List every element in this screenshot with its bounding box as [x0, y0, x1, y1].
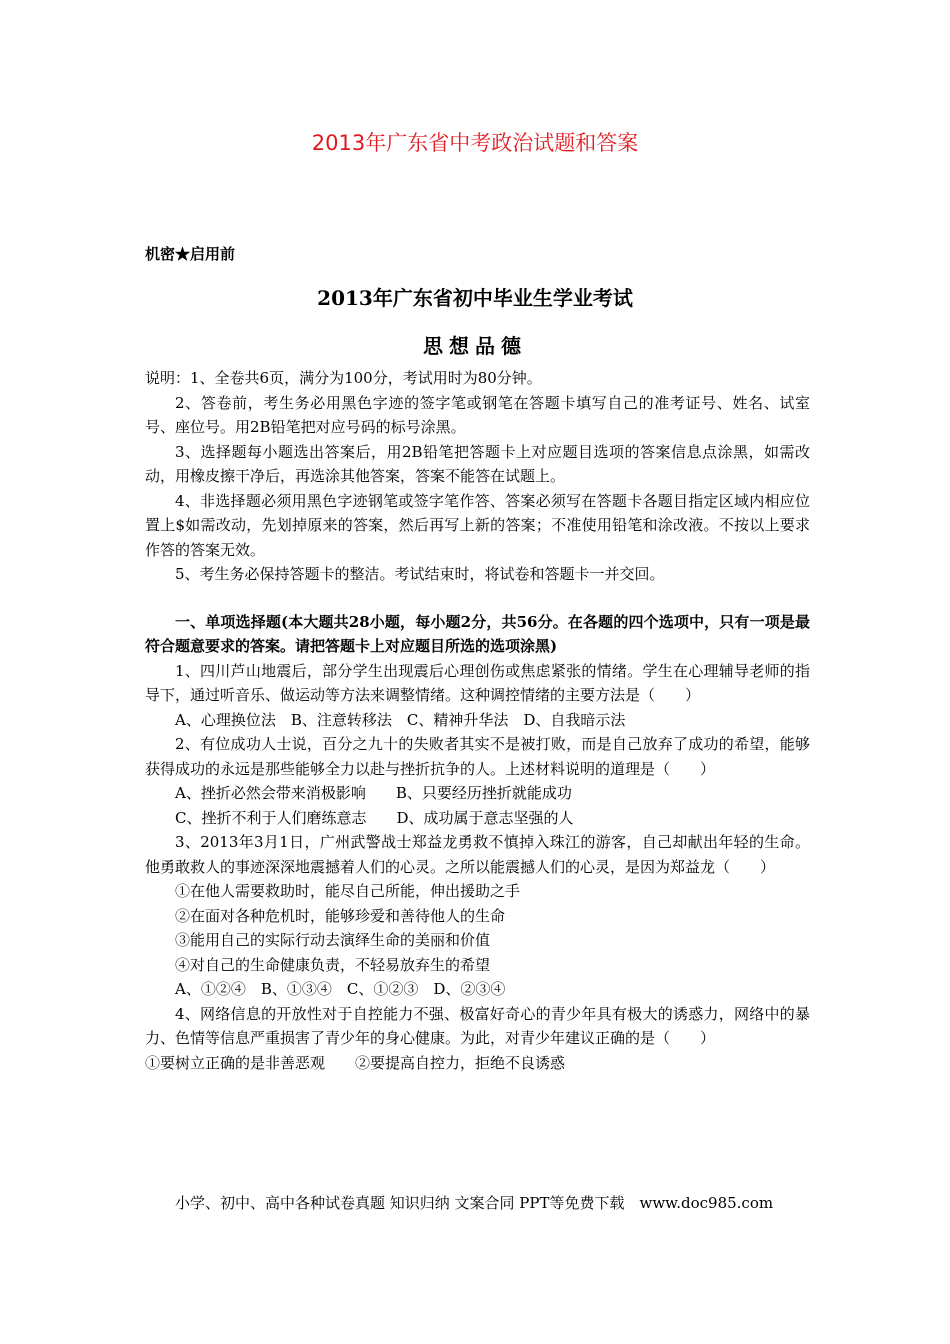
instruction-3: 3、选择题每小题选出答案后，用2B铅笔把答题卡上对应题目选项的答案信息点涂黑，如需改动，用橡皮擦干净后，再选涂其他答案，答案不能答在试题上。	[145, 442, 810, 485]
question-1-stem: 1、四川芦山地震后，部分学生出现震后心理创伤或焦虑紧张的情绪。学生在心理辅导老师的指导下，通过听音乐、做运动等方法来调整情绪。这种调控情绪的主要方法是（ ）	[145, 661, 810, 704]
footer-text: 小学、初中、高中各种试卷真题 知识归纳 文案合同 PPT等免费下载 www.doc985.com	[175, 1194, 774, 1212]
instruction-4: 4、非选择题必须用黑色字迹钢笔或签字笔作答、答案必须写在答题卡各题目指定区域内相应位置上$如需改动，先划掉原来的答案，然后再写上新的答案；不准使用铅笔和涂改液。不按以上要求作答的答案无效。	[145, 491, 810, 559]
confidential-label: 机密★启用前	[145, 245, 236, 263]
question-3-statement: ③能用自己的实际行动去演绎生命的美丽和价值	[175, 931, 491, 949]
question-2-options-ab: A、挫折必然会带来消极影响 B、只要经历挫折就能成功	[175, 784, 572, 802]
exam-title: 2013年广东省初中毕业生学业考试	[317, 286, 633, 310]
instruction-2: 2、答卷前，考生务必用黑色字迹的签字笔或钢笔在答题卡填写自己的准考证号、姓名、试室号、座位号。用2B铅笔把对应号码的标号涂黑。	[145, 393, 810, 436]
question-3-statement: ④对自己的生命健康负责，不轻易放弃生的希望	[175, 955, 491, 974]
question-2-stem: 2、有位成功人士说，百分之九十的失败者其实不是被打败，而是自己放弃了成功的希望，能够获得成功的永远是那些能够全力以赴与挫折抗争的人。上述材料说明的道理是（ ）	[145, 735, 810, 778]
document-body	[145, 366, 810, 1075]
question-4-stem: 4、网络信息的开放性对于自控能力不强、极富好奇心的青少年具有极大的诱惑力，网络中的暴力、色情等信息严重损害了青少年的身心健康。为此，对青少年建议正确的是（ ）	[145, 1004, 810, 1047]
question-1-options: A、心理换位法 B、注意转移法 C、精神升华法 D、自我暗示法	[175, 710, 626, 729]
instruction-1: 说明：1、全卷共6页，满分为100分，考试用时为80分钟。	[145, 369, 542, 387]
document-title: 2013年广东省中考政治试题和答案	[311, 131, 639, 155]
question-3-options: A、①②④ B、①③④ C、①②③ D、②③④	[175, 980, 506, 998]
subject-title: 思想品德	[423, 334, 527, 358]
question-2-options-cd: C、挫折不利于人们磨练意志 D、成功属于意志坚强的人	[175, 808, 574, 827]
section-heading: 一、单项选择题(本大题共28小题，每小题2分，共56分。在各题的四个选项中，只有一项是最符合题意要求的答案。请把答题卡上对应题目所选的选项涂黑)	[145, 612, 810, 655]
question-3-statement: ②在面对各种危机时，能够珍爱和善待他人的生命	[175, 906, 506, 925]
question-3-statement: ①在他人需要救助时，能尽自己所能，伸出援助之手	[175, 882, 521, 900]
question-4-statements: ①要树立正确的是非善恶观 ②要提高自控力，拒绝不良诱惑	[145, 1053, 566, 1072]
spacer	[145, 587, 810, 610]
question-3-stem: 3、2013年3月1日，广州武警战士郑益龙勇救不慎掉入珠江的游客，自己却献出年轻的生命。他勇敢救人的事迹深深地震撼着人们的心灵。之所以能震撼人们的心灵，是因为郑益龙（ ）	[145, 833, 810, 876]
instruction-5: 5、考生务必保持答题卡的整洁。考试结束时，将试卷和答题卡一并交回。	[175, 565, 665, 583]
